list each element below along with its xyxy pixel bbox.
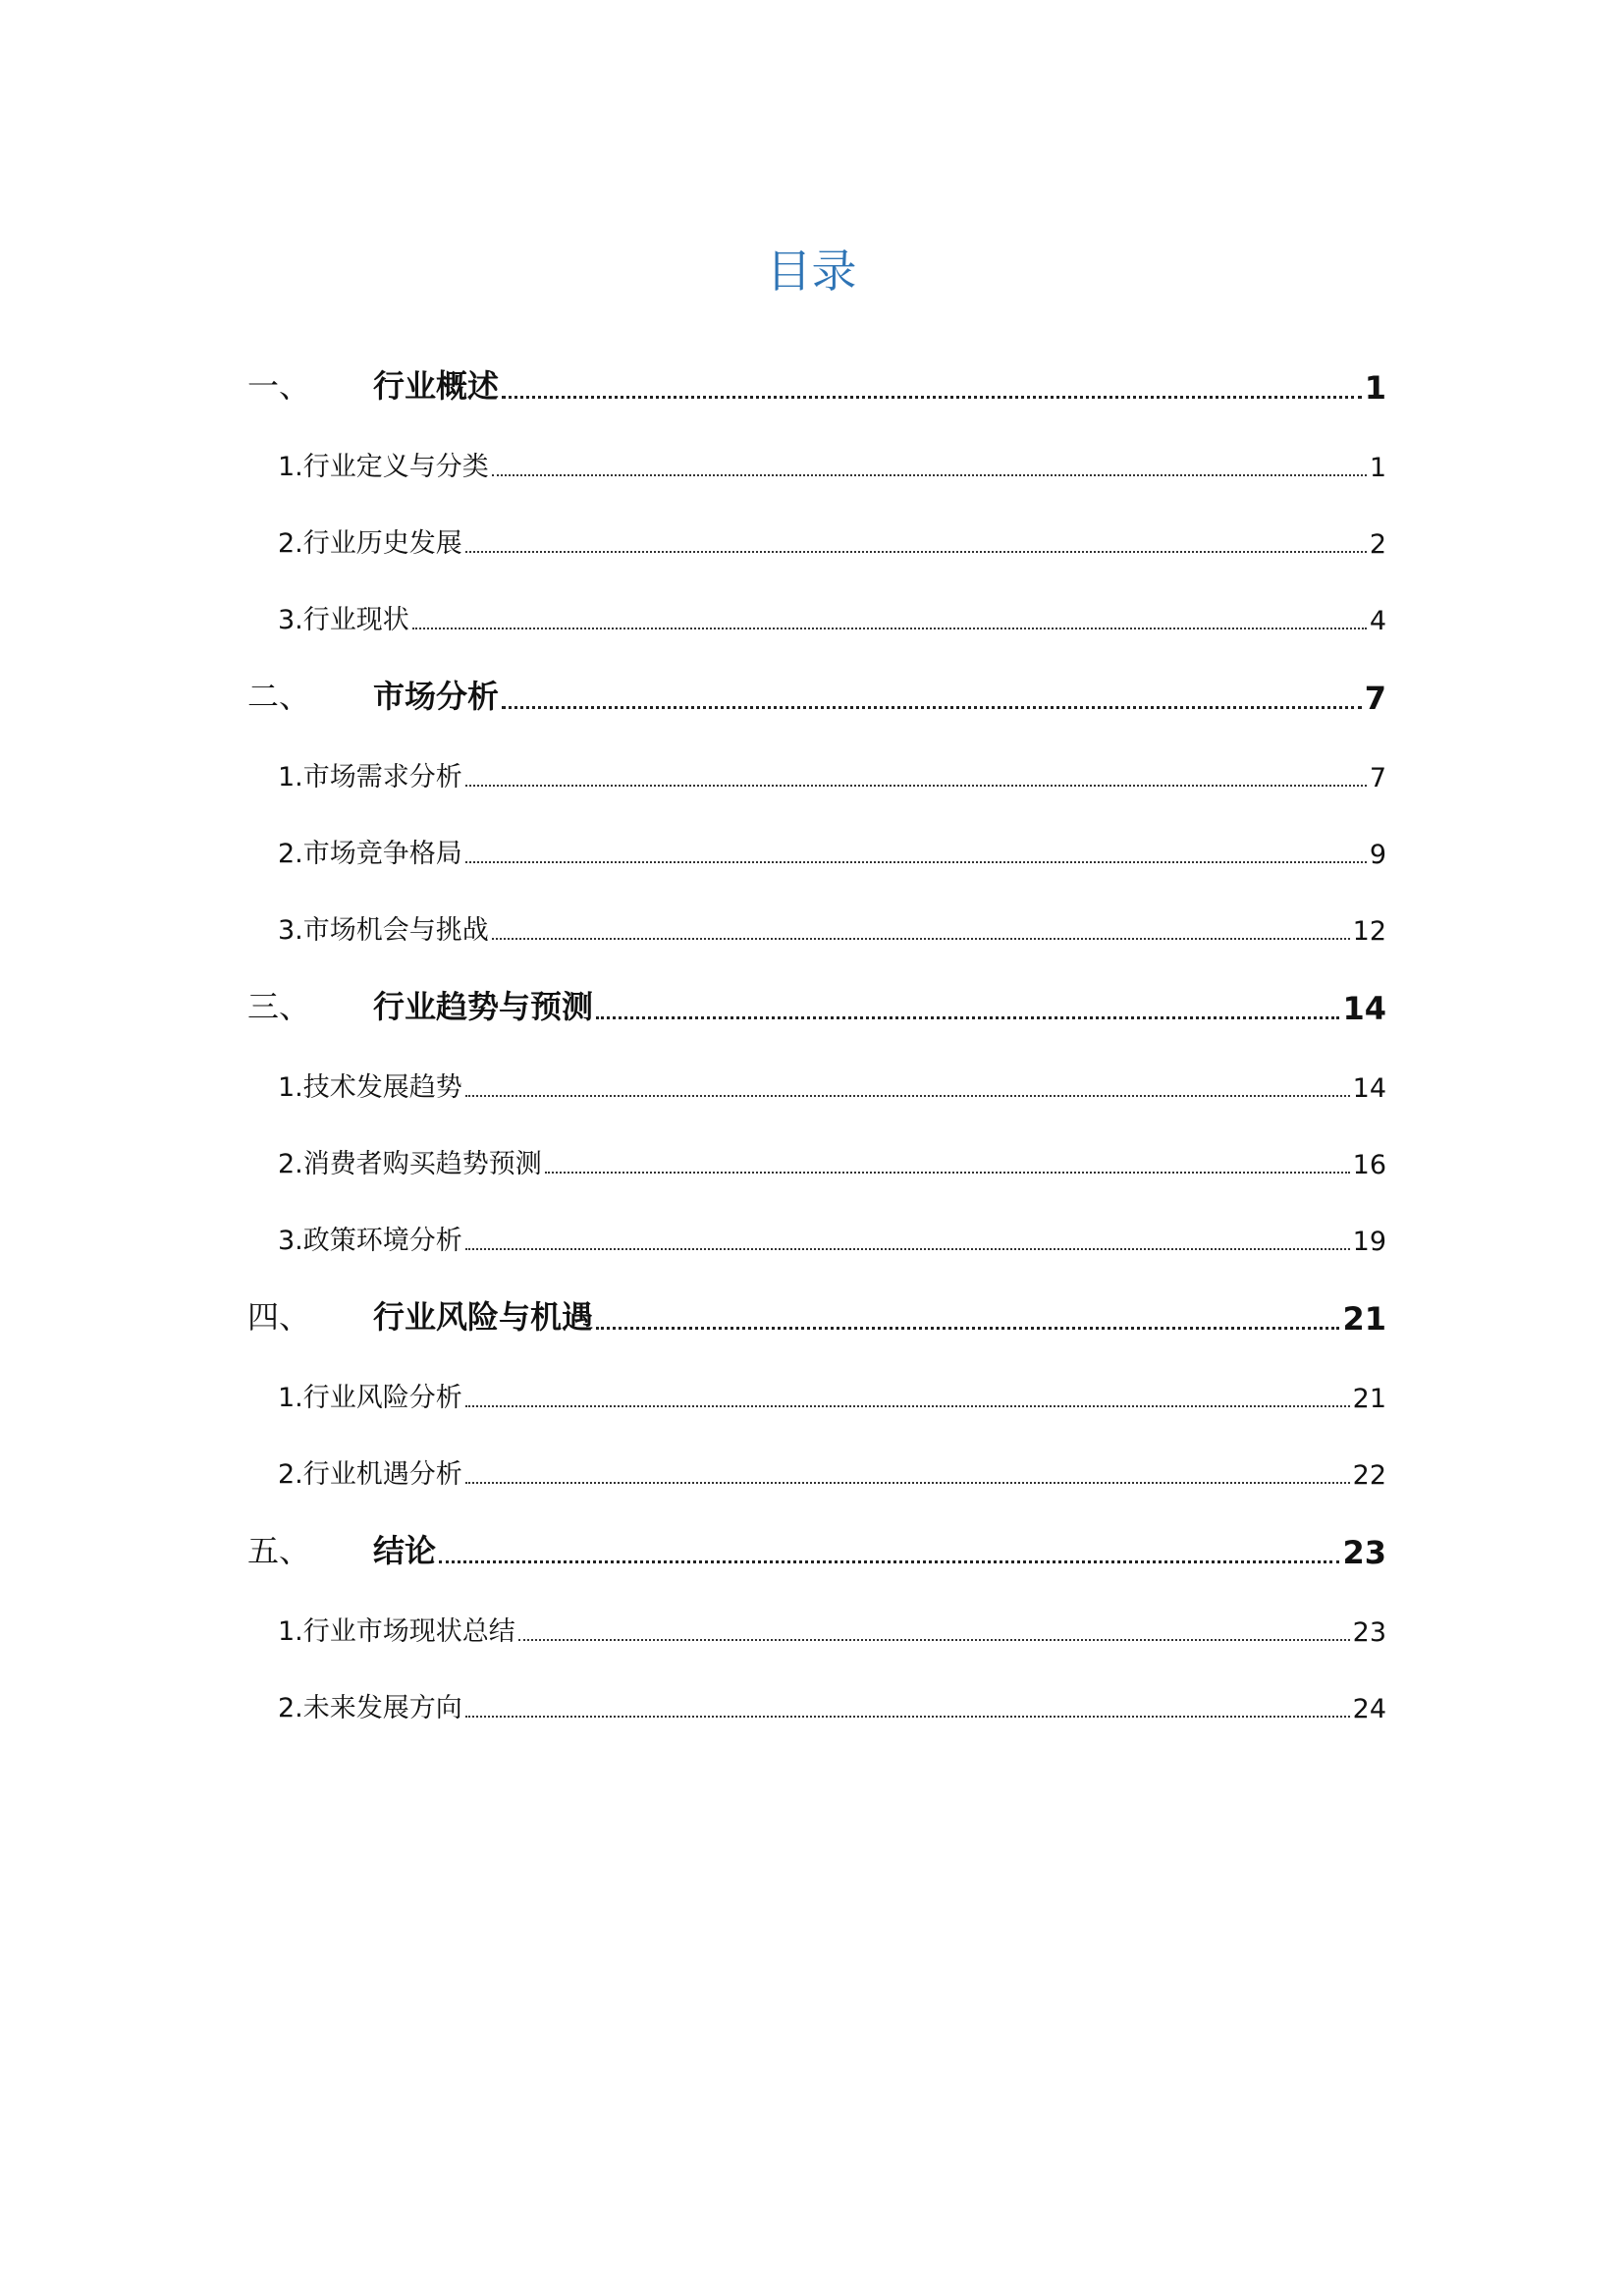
toc-subsection-label: 3.行业现状 bbox=[278, 605, 409, 635]
toc-page-number: 1 bbox=[1369, 453, 1386, 483]
toc-page-number: 22 bbox=[1352, 1460, 1386, 1491]
toc-section-number: 五、 bbox=[247, 1532, 311, 1569]
toc-subsection-label: 2.行业历史发展 bbox=[278, 528, 462, 559]
toc-page-number: 23 bbox=[1352, 1617, 1386, 1648]
toc-subsection-entry[interactable] bbox=[247, 1648, 1386, 1724]
toc-subsection-entry[interactable] bbox=[247, 1104, 1386, 1180]
dot-leader bbox=[596, 1016, 1339, 1019]
toc-page-number: 7 bbox=[1369, 763, 1386, 793]
toc-subsection-label: 2.行业机遇分析 bbox=[278, 1459, 462, 1490]
toc-subsection-entry[interactable] bbox=[247, 717, 1386, 793]
toc-page-number: 14 bbox=[1342, 990, 1386, 1027]
toc-section-entry[interactable] bbox=[247, 1491, 1386, 1571]
table-of-contents bbox=[247, 326, 1386, 1724]
toc-section-entry[interactable] bbox=[247, 326, 1386, 407]
toc-section-label: 行业风险与机遇 bbox=[373, 1298, 594, 1336]
dot-leader bbox=[465, 1095, 1350, 1097]
dot-leader bbox=[596, 1327, 1339, 1330]
toc-subsection-entry[interactable] bbox=[247, 483, 1386, 560]
toc-section-number: 三、 bbox=[247, 988, 311, 1025]
toc-section-label: 行业趋势与预测 bbox=[373, 988, 594, 1025]
toc-subsection-entry[interactable] bbox=[247, 1338, 1386, 1414]
toc-page-number: 14 bbox=[1352, 1073, 1386, 1104]
toc-page-number: 4 bbox=[1369, 606, 1386, 636]
toc-subsection-entry[interactable] bbox=[247, 1414, 1386, 1491]
toc-subsection-label: 1.市场需求分析 bbox=[278, 762, 462, 793]
toc-subsection-entry[interactable] bbox=[247, 1027, 1386, 1104]
dot-leader bbox=[465, 1248, 1350, 1250]
toc-subsection-label: 1.技术发展趋势 bbox=[278, 1072, 462, 1103]
dot-leader bbox=[465, 551, 1367, 553]
dot-leader bbox=[439, 1560, 1339, 1563]
dot-leader bbox=[465, 1716, 1350, 1718]
toc-subsection-entry[interactable] bbox=[247, 870, 1386, 947]
toc-page-number: 21 bbox=[1342, 1300, 1386, 1338]
toc-page-number: 19 bbox=[1352, 1227, 1386, 1257]
toc-page-number: 7 bbox=[1364, 680, 1386, 717]
toc-subsection-label: 1.行业定义与分类 bbox=[278, 452, 489, 482]
toc-section-number: 四、 bbox=[247, 1298, 311, 1336]
toc-subsection-entry[interactable] bbox=[247, 793, 1386, 870]
toc-page-number: 9 bbox=[1369, 840, 1386, 870]
dot-leader bbox=[465, 861, 1367, 863]
toc-section-label: 结论 bbox=[373, 1532, 437, 1569]
toc-subsection-entry[interactable] bbox=[247, 407, 1386, 483]
toc-subsection-entry[interactable] bbox=[247, 560, 1386, 636]
dot-leader bbox=[465, 1482, 1350, 1484]
toc-page-number: 16 bbox=[1352, 1150, 1386, 1180]
toc-section-label: 行业概述 bbox=[373, 367, 500, 405]
toc-subsection-label: 2.未来发展方向 bbox=[278, 1693, 462, 1723]
toc-subsection-label: 3.市场机会与挑战 bbox=[278, 915, 489, 946]
toc-section-entry[interactable] bbox=[247, 947, 1386, 1027]
dot-leader bbox=[545, 1172, 1350, 1174]
toc-page-number: 2 bbox=[1369, 529, 1386, 560]
dot-leader bbox=[518, 1639, 1350, 1641]
dot-leader bbox=[502, 396, 1362, 399]
toc-subsection-label: 1.行业市场现状总结 bbox=[278, 1616, 515, 1647]
toc-section-number: 一、 bbox=[247, 367, 311, 405]
toc-subsection-entry[interactable] bbox=[247, 1571, 1386, 1648]
toc-section-entry[interactable] bbox=[247, 636, 1386, 717]
toc-page-number: 24 bbox=[1352, 1694, 1386, 1724]
toc-page-number: 12 bbox=[1352, 916, 1386, 947]
toc-subsection-entry[interactable] bbox=[247, 1180, 1386, 1257]
dot-leader bbox=[502, 706, 1362, 709]
toc-section-entry[interactable] bbox=[247, 1257, 1386, 1338]
dot-leader bbox=[492, 938, 1350, 940]
toc-page-number: 21 bbox=[1352, 1384, 1386, 1414]
dot-leader bbox=[465, 785, 1367, 787]
toc-subsection-label: 2.消费者购买趋势预测 bbox=[278, 1149, 542, 1179]
dot-leader bbox=[412, 628, 1367, 629]
toc-section-number: 二、 bbox=[247, 678, 311, 715]
dot-leader bbox=[465, 1405, 1350, 1407]
dot-leader bbox=[492, 474, 1367, 476]
toc-subsection-label: 2.市场竞争格局 bbox=[278, 839, 462, 869]
page-title: 目录 bbox=[766, 245, 857, 298]
toc-section-label: 市场分析 bbox=[373, 678, 500, 715]
toc-page-number: 23 bbox=[1342, 1534, 1386, 1571]
toc-subsection-label: 3.政策环境分析 bbox=[278, 1226, 462, 1256]
toc-page-number: 1 bbox=[1364, 369, 1386, 407]
toc-subsection-label: 1.行业风险分析 bbox=[278, 1383, 462, 1413]
